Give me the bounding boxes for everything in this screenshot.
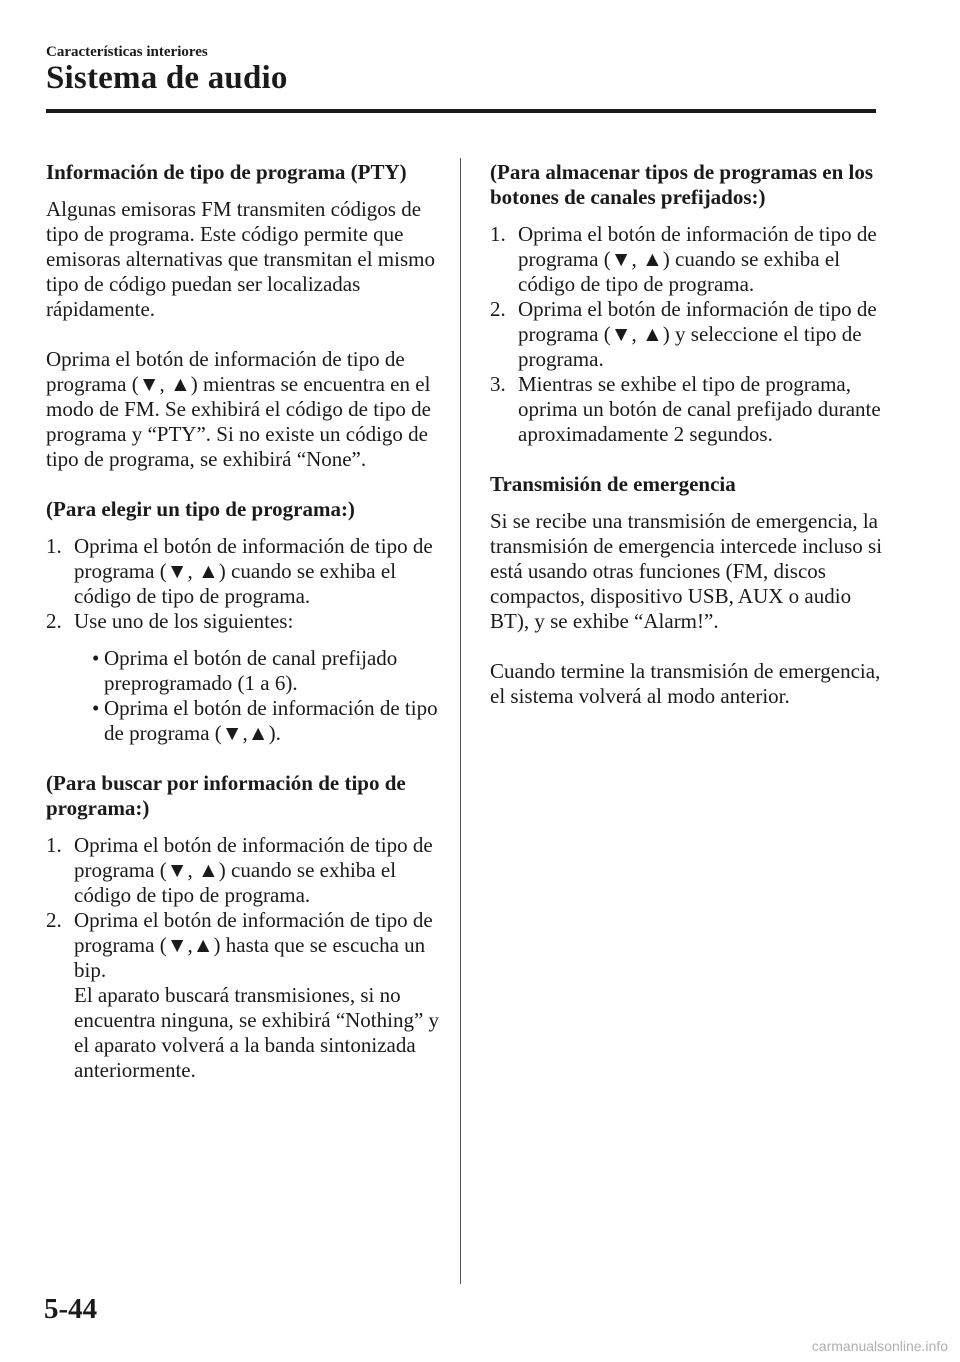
choose-steps — [46, 534, 446, 746]
step-number: 2. — [46, 609, 62, 633]
step-item — [46, 833, 446, 908]
emergency-end-paragraph: Cuando termine la transmisión de emergencia, el sistema volverá al modo anterior. — [490, 659, 881, 708]
page-number: 5-44 — [44, 1293, 98, 1325]
step-text: Mientras se exhibe el tipo de programa, oprima un botón de canal prefijado durante aproximadamente 2 segundos. — [518, 372, 881, 446]
step-item — [46, 908, 446, 1083]
step-number: 1. — [46, 833, 62, 857]
step-text: Oprima el botón de información de tipo de programa (▼,▲) hasta que se escucha un bip. — [74, 908, 433, 982]
step-text: Oprima el botón de información de tipo de programa (▼, ▲) y seleccione el tipo de programa. — [518, 297, 877, 371]
step-number: 3. — [490, 372, 506, 396]
step-item — [490, 372, 885, 447]
choose-bullets — [74, 646, 446, 746]
bullet-item — [74, 646, 446, 696]
choose-heading: (Para elegir un tipo de programa:) — [46, 497, 355, 521]
pty-heading: Información de tipo de programa (PTY) — [46, 160, 407, 184]
step-note: El aparato buscará transmisiones, si no encuentra ninguna, se exhibirá “Nothing” y el aparato volverá a la banda sintonizada anteriormente. — [74, 983, 440, 1082]
section-label: Características interiores — [46, 44, 208, 60]
bullet-dot: • — [92, 696, 100, 720]
store-heading: (Para almacenar tipos de programas en los botones de canales prefijados:) — [490, 160, 874, 209]
step-item — [46, 609, 446, 746]
page-title: Sistema de audio — [46, 60, 288, 96]
header-rule — [46, 109, 876, 113]
step-number: 1. — [46, 534, 62, 558]
left-column — [46, 160, 446, 1083]
step-text: Oprima el botón de información de tipo de programa (▼, ▲) cuando se exhiba el código de tipo de programa. — [518, 222, 877, 296]
step-number: 2. — [490, 297, 506, 321]
store-steps — [490, 222, 885, 447]
watermark-text: carmanualsonline.info — [811, 1338, 948, 1354]
search-heading: (Para buscar por información de tipo de programa:) — [46, 771, 406, 820]
emergency-heading: Transmisión de emergencia — [490, 472, 736, 496]
bullet-text: Oprima el botón de canal prefijado preprogramado (1 a 6). — [104, 646, 398, 695]
search-steps — [46, 833, 446, 1083]
right-column — [490, 160, 885, 709]
pty-press-instructions: Oprima el botón de información de tipo de programa (▼, ▲) mientras se encuentra en el modo de FM. Se exhibirá el código de tipo de programa y “PTY”. Si no existe un código de tipo de programa, se exhibirá “None”. — [46, 347, 431, 471]
step-item — [490, 222, 885, 297]
emergency-paragraph: Si se recibe una transmisión de emergencia, la transmisión de emergencia intercede incluso si está usando otras funciones (FM, discos compactos, dispositivo USB, AUX o audio BT), y se exhibe “Alarm!”. — [490, 509, 883, 633]
bullet-text: Oprima el botón de información de tipo de programa (▼,▲). — [104, 696, 438, 745]
step-item — [490, 297, 885, 372]
bullet-item — [74, 696, 446, 746]
step-number: 1. — [490, 222, 506, 246]
step-number: 2. — [46, 908, 62, 932]
bullet-dot: • — [92, 646, 100, 670]
pty-intro: Algunas emisoras FM transmiten códigos de tipo de programa. Este código permite que emisoras alternativas que transmitan el mismo tipo de código puedan ser localizadas rápidamente. — [46, 197, 435, 321]
step-item — [46, 534, 446, 609]
column-divider — [460, 158, 461, 1284]
step-text: Oprima el botón de información de tipo de programa (▼, ▲) cuando se exhiba el código de tipo de programa. — [74, 534, 433, 608]
step-text: Use uno de los siguientes: — [74, 609, 294, 633]
step-text: Oprima el botón de información de tipo de programa (▼, ▲) cuando se exhiba el código de tipo de programa. — [74, 833, 433, 907]
